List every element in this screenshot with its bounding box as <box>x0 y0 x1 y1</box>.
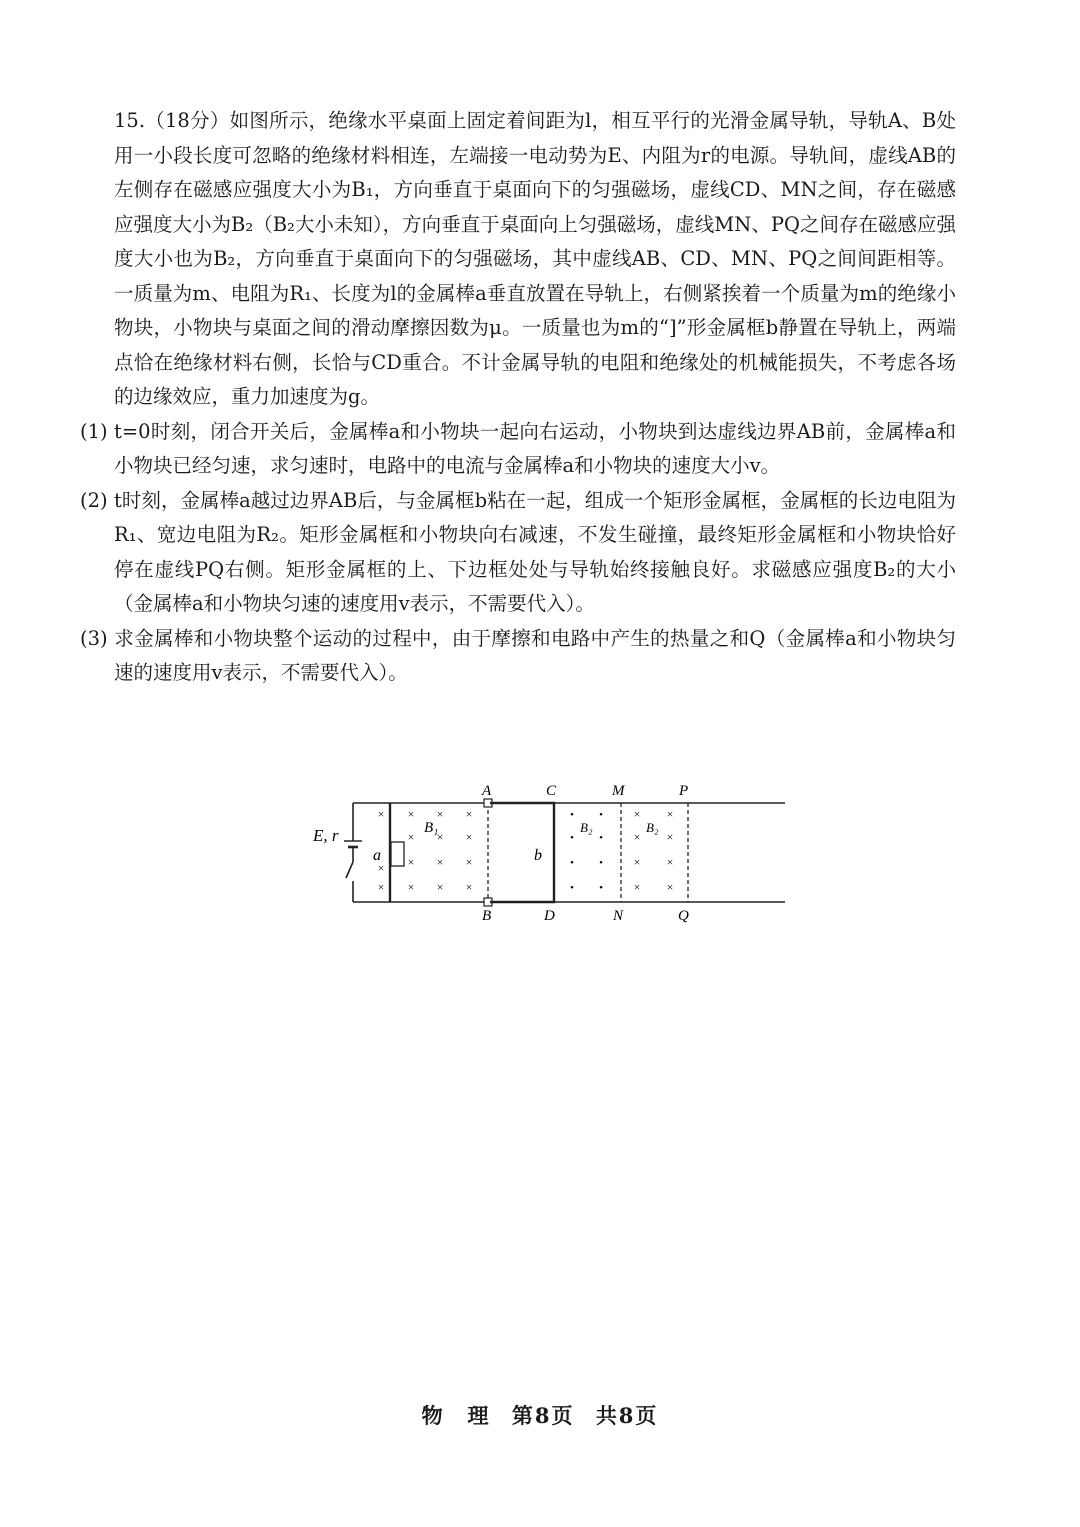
field-b2-down-label: B₂ <box>646 820 659 835</box>
field-cross-mark: × <box>436 830 444 844</box>
field-cross-mark: × <box>633 880 641 894</box>
frame-b-label: b <box>534 847 542 864</box>
question-part-2 <box>80 484 956 622</box>
part-number: (3) <box>80 626 108 650</box>
field-b1-label: B₁ <box>424 820 439 836</box>
field-cross-mark: × <box>377 880 385 894</box>
field-cross-mark: × <box>465 855 473 869</box>
field-cross-mark: × <box>377 861 385 875</box>
field-dot-mark: • <box>599 809 603 821</box>
question-stem: 15.（18分）如图所示，绝缘水平桌面上固定着间距为l，相互平行的光滑金属导轨，导轨A、B处用一小段长度可忽略的绝缘材料相连，左端接一电动势为E、内阻为r的电源。导轨间，虚线AB的左侧存在磁感应强度大小为B₁，方向垂直于桌面向下的匀强磁场，虚线CD、MN之间，存在磁感应强度大小为B₂（B₂大小未知），方向垂直于桌面向上匀强磁场，虚线MN、PQ之间存在磁感应强度大小也为B₂，方向垂直于桌面向下的匀强磁场，其中虚线AB、CD、MN、PQ之间间距相等。一质量为m、电阻为R₁、长度为l的金属棒a垂直放置在导轨上，右侧紧挨着一个质量为m的绝缘小物块，小物块与桌面之间的滑动摩擦因数为μ。一质量也为m的“]”形金属框b静置在导轨上，两端点恰在绝缘材料右侧，长恰与CD重合。不计金属导轨的电阻和绝缘处的机械能损失，不考虑各场的边缘效应，重力加速度为g。 <box>114 109 956 408</box>
label-p: P <box>679 783 689 799</box>
part-text: t=0时刻，闭合开关后，金属棒a和小物块一起向右运动，小物块到达虚线边界AB前，金属棒a和小物块已经匀速，求匀速时，电路中的电流与金属棒a和小物块的速度大小v。 <box>114 419 956 477</box>
field-cross-mark: × <box>465 880 473 894</box>
question-part-1 <box>80 415 956 484</box>
field-dot-mark: • <box>570 882 574 894</box>
footer-subject: 物 理 <box>421 1403 491 1428</box>
field-dot-mark: • <box>570 832 574 844</box>
metal-frame-b <box>490 803 554 902</box>
footer-total: 共8页 <box>595 1403 659 1428</box>
battery-and-switch <box>344 803 362 902</box>
label-a: A <box>482 783 492 799</box>
field-cross-mark: × <box>633 855 641 869</box>
insulating-block <box>391 842 404 866</box>
field-dot-mark: • <box>599 832 603 844</box>
field-cross-mark: × <box>666 880 674 894</box>
rail-diagram <box>300 778 800 928</box>
field-dot-mark: • <box>599 857 603 869</box>
label-d: D <box>544 908 555 924</box>
field-cross-mark: × <box>407 807 415 821</box>
field-dot-mark: • <box>570 857 574 869</box>
question-15 <box>80 104 956 691</box>
field-cross-mark: × <box>666 807 674 821</box>
label-n: N <box>613 908 624 924</box>
field-cross-mark: × <box>465 830 473 844</box>
source-label: E, r <box>313 826 339 845</box>
field-dot-mark: • <box>570 809 574 821</box>
field-cross-mark: × <box>465 807 473 821</box>
field-dot-mark: • <box>599 882 603 894</box>
field-cross-mark: × <box>633 807 641 821</box>
field-b2-up-label: B₂ <box>580 820 593 835</box>
field-markers <box>378 807 674 894</box>
label-q: Q <box>678 908 689 924</box>
question-part-3 <box>80 622 956 691</box>
part-text: t时刻，金属棒a越过边界AB后，与金属框b粘在一起，组成一个矩形金属框，金属框的长边电阻为R₁、宽边电阻为R₂。矩形金属框和小物块向右减速，不发生碰撞，最终矩形金属框和小物块恰好停在虚线PQ右侧。矩形金属框的上、下边框处处与导轨始终接触良好。求磁感应强度B₂的大小（金属棒a和小物块匀速的速度用v表示，不需要代入）。 <box>114 488 956 615</box>
field-cross-mark: × <box>407 855 415 869</box>
part-number: (1) <box>80 419 108 443</box>
label-c: C <box>546 783 557 799</box>
field-cross-mark: × <box>407 880 415 894</box>
field-cross-mark: × <box>436 807 444 821</box>
part-text: 求金属棒和小物块整个运动的过程中，由于摩擦和电路中产生的热量之和Q（金属棒a和小物块匀速的速度用v表示，不需要代入）。 <box>114 626 956 684</box>
label-m: M <box>612 783 625 799</box>
field-cross-mark: × <box>436 880 444 894</box>
field-cross-mark: × <box>407 830 415 844</box>
field-cross-mark: × <box>377 807 385 821</box>
footer-page: 第8页 <box>511 1403 575 1428</box>
field-cross-mark: × <box>666 830 674 844</box>
field-cross-mark: × <box>633 830 641 844</box>
part-number: (2) <box>80 488 108 512</box>
rod-a-label: a <box>373 847 381 864</box>
field-cross-mark: × <box>436 855 444 869</box>
field-cross-mark: × <box>666 855 674 869</box>
label-b: B <box>482 908 492 924</box>
page-footer <box>0 1400 1080 1430</box>
circuit-figure <box>300 778 800 932</box>
